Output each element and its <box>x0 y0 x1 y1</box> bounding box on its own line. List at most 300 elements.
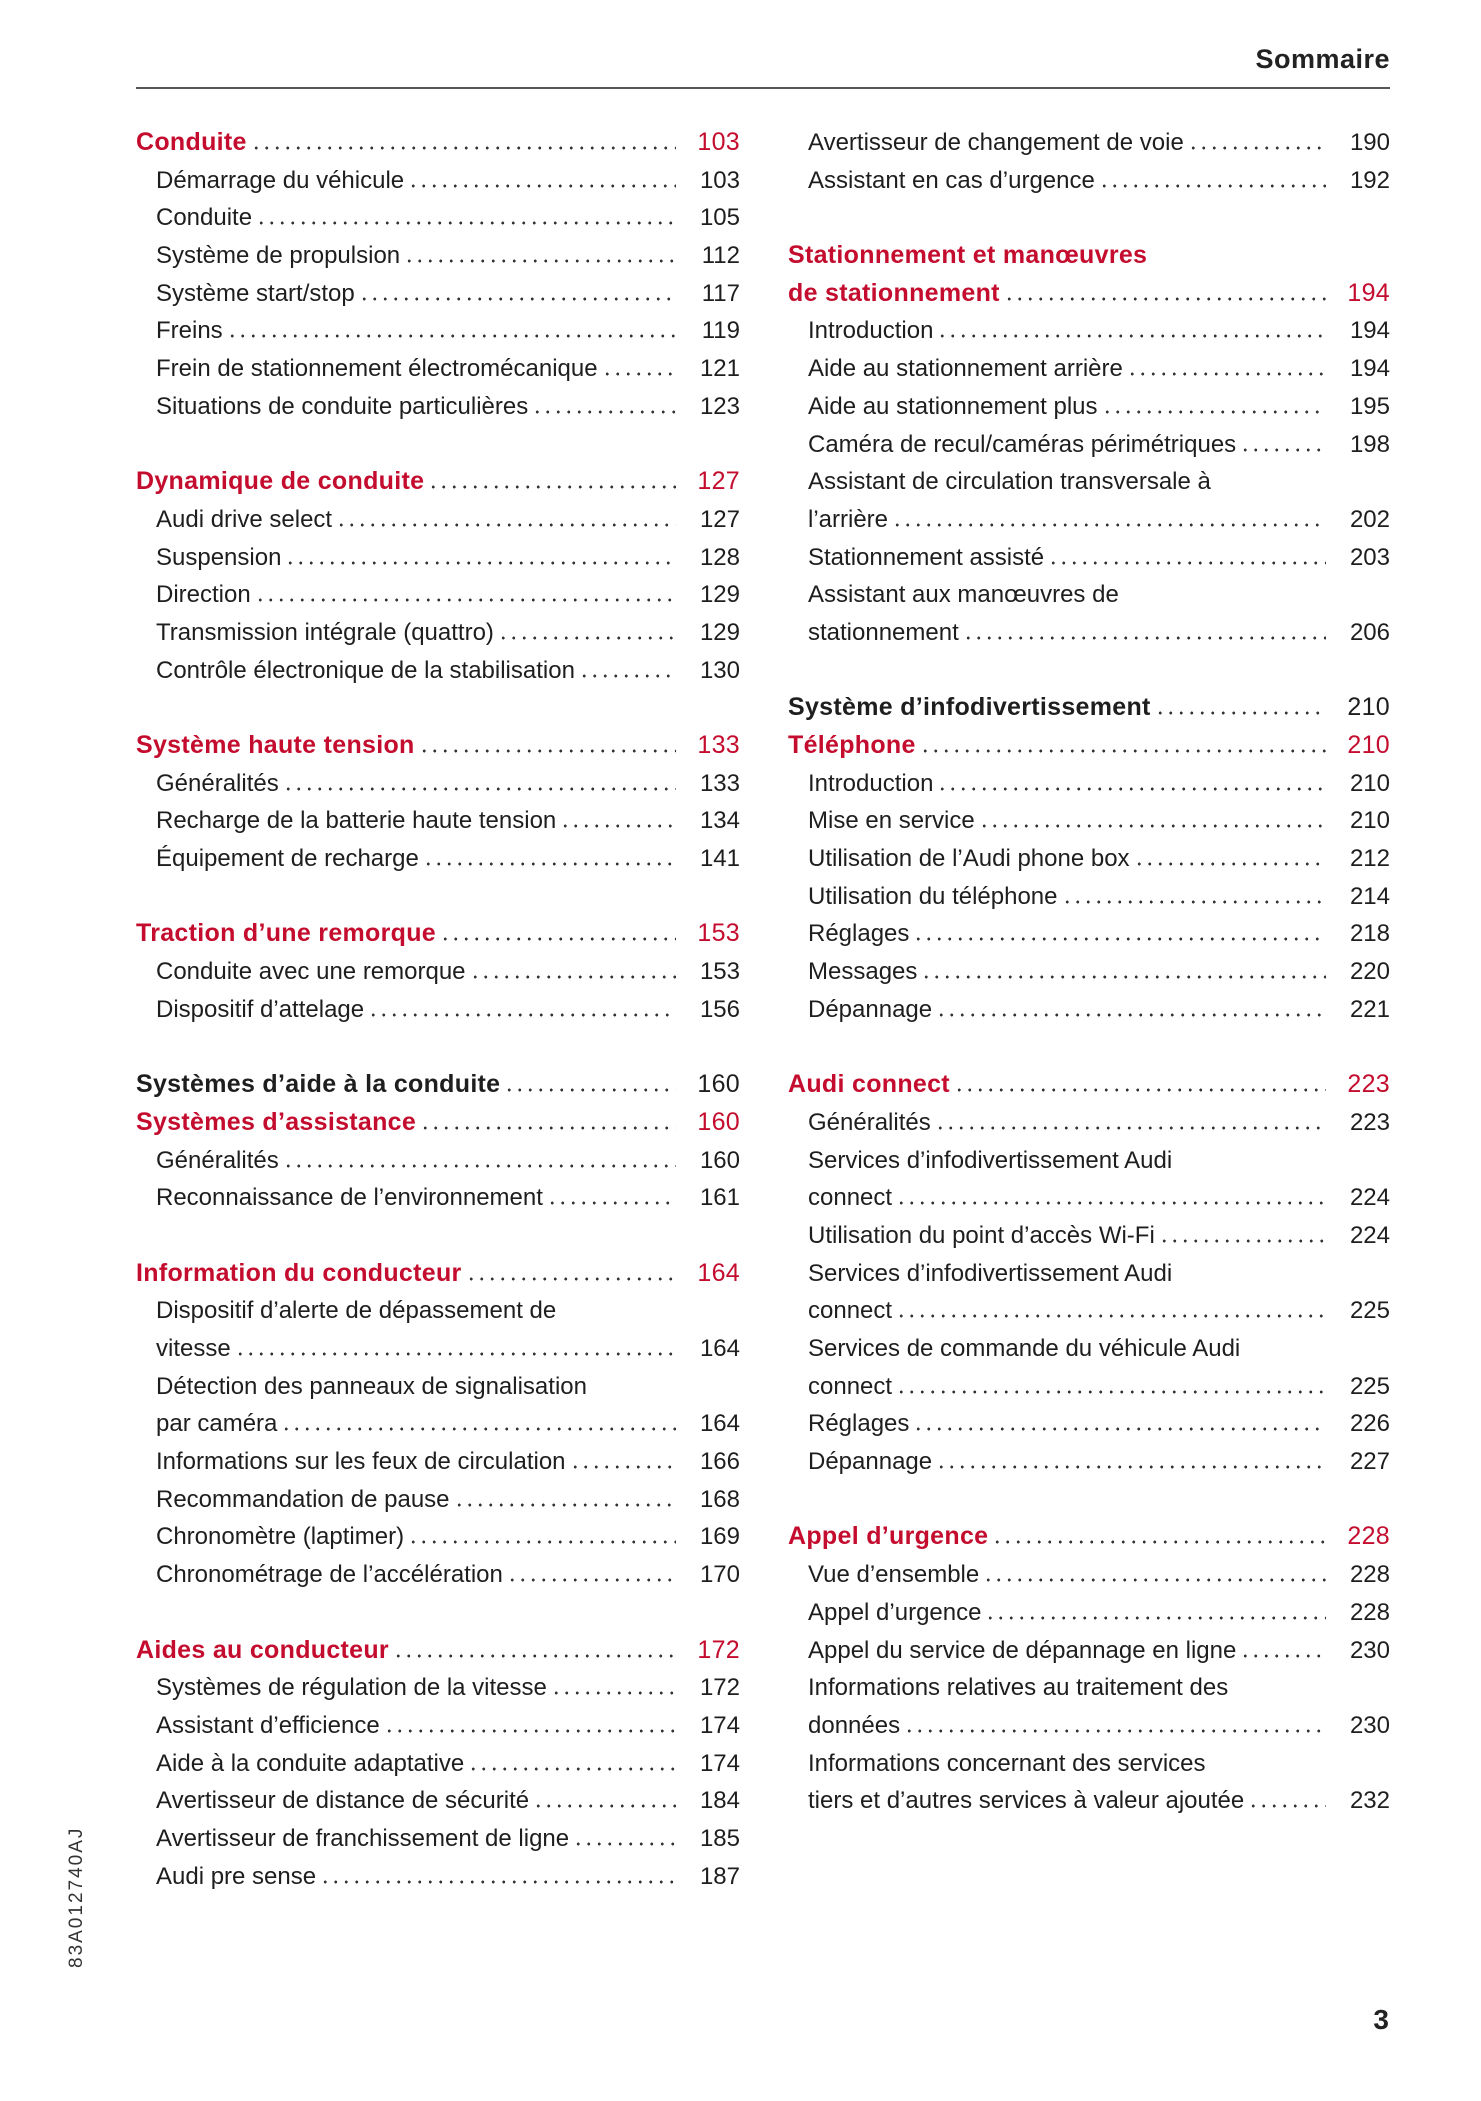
toc-page-number: 160 <box>697 1070 740 1099</box>
dot-leader <box>408 184 676 188</box>
toc-entry[interactable] <box>136 614 740 652</box>
toc-heading[interactable] <box>136 463 740 501</box>
toc-page-number: 153 <box>699 958 740 986</box>
toc-heading[interactable] <box>136 1632 740 1670</box>
toc-page-number: 172 <box>699 1674 740 1702</box>
toc-right-column <box>788 124 1390 1820</box>
toc-page-number: 168 <box>699 1485 740 1513</box>
toc-heading-line[interactable]: Stationnement et manœuvres <box>788 241 1148 270</box>
dot-leader <box>1062 900 1326 904</box>
toc-page-number: 212 <box>1349 845 1390 873</box>
toc-entry[interactable] <box>136 1518 740 1556</box>
toc-page-number: 174 <box>699 1711 740 1739</box>
section-spacer <box>788 1029 1390 1067</box>
toc-heading[interactable] <box>136 1104 740 1142</box>
toc-entry-title: Système start/stop <box>156 279 355 307</box>
toc-page-number: 170 <box>699 1561 740 1589</box>
toc-entry-title: Systèmes de régulation de la vitesse <box>156 1674 547 1702</box>
toc-entry[interactable] <box>788 426 1390 464</box>
toc-entry-title: Freins <box>156 317 223 345</box>
toc-page-number: 161 <box>699 1184 740 1212</box>
toc-page-number: 160 <box>697 1107 740 1136</box>
toc-entry[interactable] <box>136 1858 740 1896</box>
toc-entry[interactable] <box>788 162 1390 200</box>
toc-page-number: 225 <box>1349 1372 1390 1400</box>
toc-entry[interactable] <box>136 1443 740 1481</box>
toc-entry[interactable] <box>136 1330 740 1368</box>
toc-page-number: 166 <box>699 1448 740 1476</box>
toc-entry-title: Contrôle électronique de la stabilisation <box>156 656 575 684</box>
toc-entry[interactable] <box>136 652 740 690</box>
toc-entry[interactable] <box>136 350 740 388</box>
toc-entry[interactable] <box>788 1104 1390 1142</box>
toc-entry-title: Dépannage <box>808 1448 933 1476</box>
dot-leader <box>470 975 676 979</box>
toc-entry[interactable] <box>136 953 740 991</box>
toc-entry-title: Utilisation de l’Audi phone box <box>808 845 1130 873</box>
toc-heading[interactable] <box>136 1255 740 1293</box>
toc-page-number: 210 <box>1347 731 1390 759</box>
dot-leader <box>1240 1654 1326 1658</box>
toc-entry-title: connect <box>808 1184 893 1212</box>
dot-leader <box>921 975 1326 979</box>
dot-leader <box>423 862 676 866</box>
toc-entry-title: Recharge de la batterie haute tension <box>156 807 557 835</box>
toc-entry-title: Reconnaissance de l’environnement <box>156 1184 543 1212</box>
toc-page-number: 227 <box>1349 1448 1390 1476</box>
section-spacer <box>136 426 740 464</box>
dot-leader <box>579 674 676 678</box>
toc-entry[interactable] <box>136 840 740 878</box>
toc-page-number: 228 <box>1349 1561 1390 1589</box>
toc-entry-title: Chronomètre (laptimer) <box>156 1523 405 1551</box>
dot-leader <box>468 1767 676 1771</box>
dot-leader <box>937 787 1326 791</box>
toc-entry-title: Utilisation du téléphone <box>808 882 1058 910</box>
toc-heading[interactable] <box>136 727 740 765</box>
toc-page-number: 192 <box>1349 166 1390 194</box>
toc-page-number: 226 <box>1349 1410 1390 1438</box>
toc-entry-title: Aide au stationnement arrière <box>808 355 1123 383</box>
toc-entry-title: Réglages <box>808 1410 910 1438</box>
toc-entry-title: Introduction <box>808 769 934 797</box>
section-spacer <box>136 1029 740 1067</box>
toc-entry[interactable] <box>788 840 1390 878</box>
dot-leader <box>1102 410 1326 414</box>
toc-page-number: 198 <box>1349 430 1390 458</box>
toc-entry[interactable] <box>788 388 1390 426</box>
toc-entry[interactable] <box>136 1481 740 1519</box>
toc-page-number: 156 <box>699 995 740 1023</box>
dot-leader <box>428 485 676 489</box>
toc-entry-title: Recommandation de pause <box>156 1485 450 1513</box>
toc-page-number: 195 <box>1349 392 1390 420</box>
toc-page-number: 218 <box>1349 920 1390 948</box>
toc-entry[interactable] <box>136 1405 740 1443</box>
section-spacer <box>788 199 1390 237</box>
toc-entry[interactable] <box>136 1745 740 1783</box>
toc-entry-title: Dynamique de conduite <box>136 467 425 496</box>
toc-page-number: 119 <box>701 317 740 345</box>
toc-page-number: 128 <box>699 543 740 571</box>
dot-leader <box>551 1691 676 1695</box>
toc-entry-title: Équipement de recharge <box>156 845 419 873</box>
dot-leader <box>359 297 676 301</box>
toc-entry[interactable] <box>788 1782 1390 1820</box>
toc-page-number: 103 <box>697 128 740 156</box>
toc-page-number: 224 <box>1349 1184 1390 1212</box>
toc-page-number: 220 <box>1349 958 1390 986</box>
toc-page-number: 194 <box>1347 278 1390 307</box>
dot-leader <box>570 1465 676 1469</box>
toc-entry[interactable] <box>788 1443 1390 1481</box>
dot-leader <box>896 1314 1326 1318</box>
toc-entry-title: Audi drive select <box>156 505 333 533</box>
dot-leader <box>602 372 676 376</box>
toc-entry[interactable] <box>136 1782 740 1820</box>
toc-entry-title: l’arrière <box>808 505 889 533</box>
dot-leader <box>983 1578 1326 1582</box>
dot-leader <box>504 1088 676 1092</box>
toc-page-number: 185 <box>699 1824 740 1852</box>
dot-leader <box>1240 448 1326 452</box>
dot-leader <box>283 787 676 791</box>
dot-leader <box>454 1503 676 1507</box>
toc-entry-title: Assistant d’efficience <box>156 1711 380 1739</box>
toc-entry-line[interactable]: Informations relatives au traitement des <box>808 1674 1229 1702</box>
dot-leader <box>281 1427 676 1431</box>
toc-entry-title: Audi pre sense <box>156 1862 317 1890</box>
toc-page-number: 230 <box>1349 1711 1390 1739</box>
header-divider <box>136 87 1390 89</box>
toc-page-number: 202 <box>1349 505 1390 533</box>
document-code: 83A012740AJ <box>66 1826 87 1968</box>
toc-entry[interactable] <box>136 991 740 1029</box>
section-spacer <box>136 878 740 916</box>
toc-page-number: 210 <box>1349 769 1390 797</box>
toc-entry[interactable] <box>788 802 1390 840</box>
dot-leader <box>368 1013 676 1017</box>
toc-entry-line[interactable]: Services de commande du véhicule Audi <box>808 1335 1241 1362</box>
toc-page-number: 230 <box>1349 1636 1390 1664</box>
toc-entry-title: Dispositif d’attelage <box>156 995 365 1023</box>
toc-heading[interactable] <box>788 275 1390 313</box>
toc-page-number: 130 <box>699 656 740 684</box>
toc-page-number: 174 <box>699 1749 740 1777</box>
toc-entry[interactable] <box>136 162 740 200</box>
section-spacer <box>136 689 740 727</box>
toc-entry-title: de stationnement <box>788 278 1000 307</box>
dot-leader <box>935 1126 1326 1130</box>
toc-entry-title: Mise en service <box>808 807 975 835</box>
dot-leader <box>936 1013 1326 1017</box>
toc-entry[interactable] <box>136 1179 740 1217</box>
toc-entry-title: Téléphone <box>788 731 916 759</box>
toc-entry-title: Système haute tension <box>136 731 415 759</box>
toc-entry[interactable] <box>136 275 740 313</box>
dot-leader <box>227 334 676 338</box>
toc-entry-title: Systèmes d’aide à la conduite <box>136 1070 501 1099</box>
toc-entry-title: Direction <box>156 581 251 609</box>
dot-leader <box>498 636 676 640</box>
toc-entry-title: Système d’infodivertissement <box>788 693 1151 722</box>
toc-page-number: 172 <box>697 1635 740 1664</box>
dot-leader <box>255 598 676 602</box>
toc-entry-title: Caméra de recul/caméras périmétriques <box>808 430 1237 458</box>
dot-leader <box>547 1201 676 1205</box>
toc-entry-title: Conduite <box>156 204 253 232</box>
toc-page-number: 214 <box>1349 882 1390 910</box>
toc-entry[interactable] <box>788 350 1390 388</box>
toc-entry-title: Vue d’ensemble <box>808 1561 980 1589</box>
dot-leader <box>1188 146 1326 150</box>
toc-entry-title: Conduite <box>136 128 247 156</box>
toc-entry-line[interactable]: Détection des panneaux de signalisation <box>156 1372 587 1400</box>
dot-leader <box>408 1540 676 1544</box>
toc-entry-title: Situations de conduite particulières <box>156 392 529 420</box>
toc-entry-title: Avertisseur de franchissement de ligne <box>156 1824 570 1852</box>
toc-page-number: 210 <box>1347 693 1390 722</box>
toc-entry-title: Assistant en cas d’urgence <box>808 166 1095 194</box>
toc-heading[interactable] <box>788 689 1390 727</box>
toc-page-number: 141 <box>699 845 740 873</box>
toc-entry-line[interactable]: Informations concernant des services <box>808 1749 1206 1777</box>
toc-entry[interactable] <box>788 539 1390 577</box>
toc-page-number: 232 <box>1349 1787 1390 1815</box>
toc-entry-title: connect <box>808 1372 893 1400</box>
section-spacer <box>788 1481 1390 1519</box>
toc-heading[interactable] <box>788 727 1390 765</box>
dot-leader <box>1134 862 1326 866</box>
dot-leader <box>384 1729 676 1733</box>
dot-leader <box>320 1880 676 1884</box>
toc-entry-title: tiers et d’autres services à valeur ajoutée <box>808 1787 1245 1815</box>
dot-leader <box>992 1540 1326 1544</box>
toc-entry-title: Aides au conducteur <box>136 1635 389 1664</box>
toc-entry-title: connect <box>808 1297 893 1325</box>
toc-page-number: 221 <box>1349 995 1390 1023</box>
toc-entry[interactable] <box>136 1669 740 1707</box>
toc-page-number: 164 <box>699 1335 740 1362</box>
toc-page-number: 184 <box>699 1787 740 1815</box>
toc-entry-title: stationnement <box>808 618 959 646</box>
toc-entry-title: Utilisation du point d’accès Wi-Fi <box>808 1221 1155 1249</box>
dot-leader <box>533 1804 676 1808</box>
page-section-title: Sommaire <box>1255 44 1390 74</box>
toc-page-number: 203 <box>1349 543 1390 571</box>
toc-entry-line[interactable]: Dispositif d’alerte de dépassement de <box>156 1297 557 1325</box>
toc-entry-title: Avertisseur de distance de sécurité <box>156 1787 530 1815</box>
toc-entry[interactable] <box>788 312 1390 350</box>
toc-entry-title: Suspension <box>156 543 282 571</box>
dot-leader <box>937 334 1326 338</box>
toc-page-number: 194 <box>1349 317 1390 345</box>
dot-leader <box>283 1164 676 1168</box>
toc-page-number: 223 <box>1349 1108 1390 1136</box>
toc-entry[interactable] <box>136 199 740 237</box>
dot-leader <box>954 1088 1326 1092</box>
toc-entry-title: Démarrage du véhicule <box>156 166 405 194</box>
toc-entry[interactable] <box>788 878 1390 916</box>
toc-page-number: 153 <box>697 919 740 948</box>
toc-entry[interactable] <box>136 237 740 275</box>
toc-entry-title: données <box>808 1711 901 1739</box>
dot-leader <box>896 1201 1326 1205</box>
toc-entry-title: Transmission intégrale (quattro) <box>156 618 494 646</box>
dot-leader <box>1099 184 1326 188</box>
toc-entry-title: Stationnement assisté <box>808 543 1045 571</box>
dot-leader <box>892 523 1326 527</box>
toc-entry[interactable] <box>788 1179 1390 1217</box>
dot-leader <box>936 1465 1326 1469</box>
toc-entry[interactable] <box>788 1292 1390 1330</box>
toc-page-number: 129 <box>699 618 740 646</box>
toc-entry-line[interactable]: Services d’infodivertissement Audi <box>808 1146 1173 1174</box>
dot-leader <box>1155 711 1326 715</box>
toc-entry[interactable] <box>788 1405 1390 1443</box>
dot-leader <box>251 146 676 150</box>
toc-page-number: 187 <box>699 1862 740 1890</box>
toc-entry[interactable] <box>788 765 1390 803</box>
toc-entry[interactable] <box>788 1594 1390 1632</box>
toc-entry[interactable] <box>136 765 740 803</box>
toc-page-number: 225 <box>1349 1297 1390 1325</box>
toc-entry[interactable] <box>788 1707 1390 1745</box>
section-spacer <box>136 1217 740 1255</box>
dot-leader <box>1048 561 1326 565</box>
toc-entry[interactable] <box>136 1142 740 1180</box>
toc-entry-title: Réglages <box>808 920 910 948</box>
toc-entry-title: Audi connect <box>788 1070 950 1099</box>
toc-page-number: 210 <box>1349 807 1390 835</box>
dot-leader <box>256 221 676 225</box>
toc-entry-title: par caméra <box>156 1410 278 1438</box>
toc-page-number: 160 <box>699 1146 740 1174</box>
toc-entry-title: Appel d’urgence <box>788 1522 989 1551</box>
dot-leader <box>904 1729 1326 1733</box>
toc-entry[interactable] <box>136 312 740 350</box>
section-spacer <box>136 1594 740 1632</box>
toc-entry[interactable] <box>136 1707 740 1745</box>
toc-page-number: 224 <box>1349 1221 1390 1249</box>
toc-entry-line[interactable]: Services d’infodivertissement Audi <box>808 1259 1173 1287</box>
toc-entry-title: Généralités <box>156 769 279 797</box>
dot-leader <box>913 1427 1326 1431</box>
toc-entry[interactable] <box>136 1820 740 1858</box>
toc-entry-title: Frein de stationnement électromécanique <box>156 355 598 383</box>
dot-leader <box>560 824 676 828</box>
dot-leader <box>573 1842 676 1846</box>
toc-page-number: 206 <box>1349 618 1390 646</box>
toc-page-number: 194 <box>1349 355 1390 383</box>
dot-leader <box>963 636 1326 640</box>
toc-entry[interactable] <box>788 1217 1390 1255</box>
dot-leader <box>507 1578 676 1582</box>
toc-heading[interactable] <box>136 1066 740 1104</box>
toc-entry[interactable] <box>136 1556 740 1594</box>
dot-leader <box>532 410 676 414</box>
toc-page-number: 121 <box>699 355 740 383</box>
dot-leader <box>979 824 1326 828</box>
toc-heading[interactable] <box>788 1518 1390 1556</box>
toc-entry-line[interactable]: Assistant aux manœuvres de <box>808 581 1119 609</box>
dot-leader <box>440 937 676 941</box>
toc-entry-title: Avertisseur de changement de voie <box>808 129 1184 156</box>
toc-entry-title: Traction d’une remorque <box>136 919 437 948</box>
dot-leader <box>285 561 676 565</box>
toc-entry[interactable] <box>788 1632 1390 1670</box>
dot-leader <box>1248 1804 1326 1808</box>
toc-heading[interactable] <box>788 1066 1390 1104</box>
toc-entry-title: Généralités <box>808 1108 931 1136</box>
toc-entry-title: vitesse <box>156 1335 231 1362</box>
dot-leader <box>466 1277 676 1281</box>
toc-page-number: 129 <box>699 581 740 609</box>
toc-entry-title: Conduite avec une remorque <box>156 958 466 986</box>
toc-entry[interactable] <box>788 124 1390 162</box>
toc-page-number: 127 <box>699 505 740 533</box>
toc-entry[interactable] <box>788 1368 1390 1406</box>
toc-page-number: 105 <box>699 204 740 232</box>
toc-entry[interactable] <box>788 614 1390 652</box>
toc-page-number: 223 <box>1347 1070 1390 1099</box>
dot-leader <box>1127 372 1326 376</box>
dot-leader <box>235 1352 676 1356</box>
toc-entry[interactable] <box>136 576 740 614</box>
toc-entry[interactable] <box>788 953 1390 991</box>
dot-leader <box>420 1126 676 1130</box>
dot-leader <box>336 523 676 527</box>
dot-leader <box>896 1390 1326 1394</box>
toc-page-number: 190 <box>1349 129 1390 156</box>
dot-leader <box>404 259 676 263</box>
toc-entry-title: Introduction <box>808 317 934 345</box>
toc-entry[interactable] <box>136 802 740 840</box>
toc-entry[interactable] <box>788 991 1390 1029</box>
toc-page-number: 228 <box>1347 1522 1390 1551</box>
dot-leader <box>393 1654 676 1658</box>
toc-entry-title: Généralités <box>156 1146 279 1174</box>
dot-leader <box>920 749 1326 753</box>
dot-leader <box>1159 1239 1326 1243</box>
toc-entry-title: Système de propulsion <box>156 242 401 270</box>
section-spacer <box>788 652 1390 690</box>
toc-page-number: 169 <box>699 1523 740 1551</box>
toc-entry[interactable] <box>788 915 1390 953</box>
toc-entry-title: Informations sur les feux de circulation <box>156 1448 566 1476</box>
toc-entry-line[interactable]: Assistant de circulation transversale à <box>808 468 1211 496</box>
toc-entry-title: Aide à la conduite adaptative <box>156 1749 465 1777</box>
toc-entry[interactable] <box>136 539 740 577</box>
toc-heading[interactable] <box>136 915 740 953</box>
toc-page-number: 112 <box>701 242 740 270</box>
toc-entry[interactable] <box>788 1556 1390 1594</box>
dot-leader <box>985 1616 1326 1620</box>
toc-page-number: 133 <box>699 769 740 797</box>
dot-leader <box>913 937 1326 941</box>
toc-entry-title: Aide au stationnement plus <box>808 392 1098 420</box>
toc-entry-title: Messages <box>808 958 918 986</box>
toc-entry[interactable] <box>788 501 1390 539</box>
toc-entry[interactable] <box>136 388 740 426</box>
toc-page-number: 164 <box>697 1258 740 1287</box>
toc-entry[interactable] <box>136 501 740 539</box>
toc-entry-title: Systèmes d’assistance <box>136 1107 417 1136</box>
toc-entry-title: Chronométrage de l’accélération <box>156 1561 503 1589</box>
toc-heading[interactable] <box>136 124 740 162</box>
toc-page-number: 127 <box>697 467 740 496</box>
dot-leader <box>419 749 676 753</box>
